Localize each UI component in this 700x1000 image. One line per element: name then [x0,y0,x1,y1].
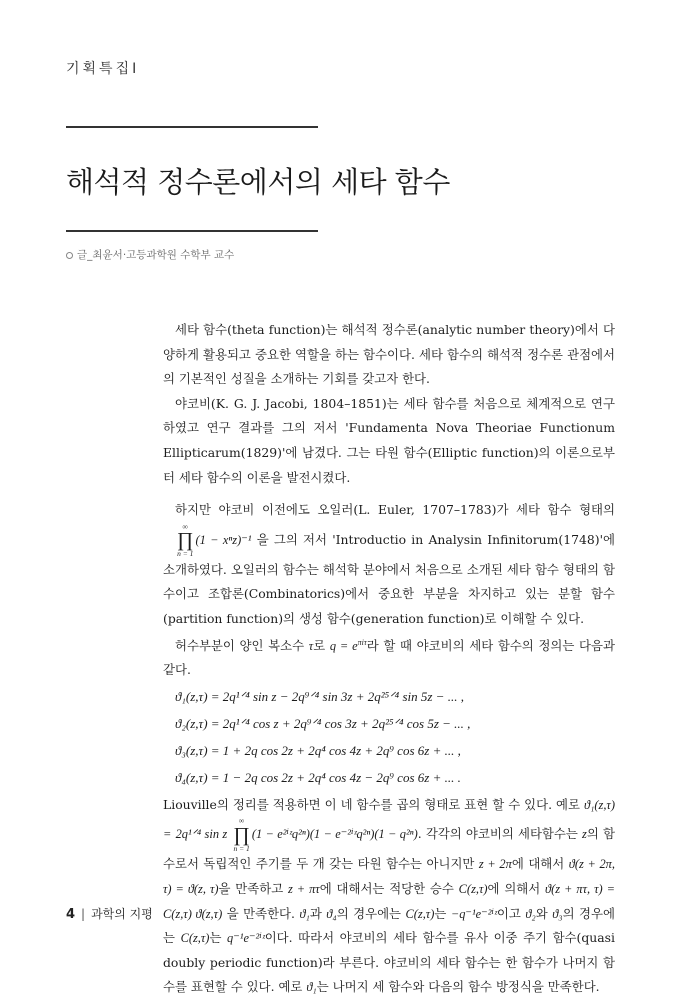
def-text-mid: 로 [313,637,326,653]
bullet-circle-icon [66,252,73,259]
q-def-exp: πiτ [357,637,367,647]
q-definition [330,639,367,653]
byline [66,247,234,262]
theta1-product [233,817,249,852]
section-label: 기획특집Ⅰ [66,61,140,77]
theta1-product-pre: 2q¹ᐟ⁴ sin z [175,827,228,842]
theta1-prod-symbol: ∏ [233,823,250,846]
def-text-end: 라 할 때 야코비의 세타 함수의 정의는 다음과 같다. [163,637,615,678]
theta1-symbol: ϑ₁ [299,906,310,921]
liouville-e: 을 만족하고 [218,880,284,896]
theta1-prod-lower: n = 1 [233,843,250,853]
liouville-l: 이고 [496,905,521,921]
liouville-i: 과 [309,905,322,921]
paragraph-euler [163,498,615,631]
theta3-symbol: ϑ₃ [552,906,563,921]
publication-name: 과학의 지평 [91,907,153,921]
liouville-d: 에 대해서 [511,856,565,872]
theta1-product-body: (1 − e²ⁱᶻq²ⁿ)(1 − e⁻²ⁱᶻq²ⁿ)(1 − q²ⁿ) [251,827,418,842]
multiplier: C(z,τ) [458,881,488,896]
euler-product-body: (1 − xⁿz)⁻¹ [195,532,252,547]
liouville-n: 의 경우에는 [163,905,615,946]
theta1-lhs: ϑ₁(z,τ) = [163,797,615,842]
euler-text-start: 하지만 야코비 이전에도 오일러(L. Euler, 1707–1783)가 세타 함수 형태의 [175,502,615,518]
prod-upper: ∞ [182,521,188,531]
page-title: 해석적 정수론에서의 세타 함수 [66,165,450,199]
liouville-m: 와 [535,905,548,921]
liouville-j: 의 경우에는 [336,905,402,921]
liouville-c: 의 함수로서 독립적인 주기를 두 개 갖는 타원 함수는 아니지만 [163,826,615,872]
liouville-b: . 각각의 야코비의 세타함수는 [417,826,578,842]
prod-lower: n = 1 [177,549,194,559]
liouville-f: 에 대해서는 적당한 승수 [319,880,454,896]
liouville-p: 이다. 따라서 야코비의 세타 함수를 유사 이중 주기 함수(quasi doubly periodic function)라 부른다. 야코비의 세타 함수는 한 함수가 나머지 함수를 표현할 수 있다. 예로 [163,930,615,995]
theta2-formula: ϑ₂(z,τ) = 2q¹ᐟ⁴ cos z + 2q⁹ᐟ⁴ cos 3z + 2q²⁵ᐟ⁴ cos 5z − ... , [175,715,471,731]
liouville-a: Liouville의 정리를 적용하면 이 네 함수를 곱의 형태로 표현 할 수 있다. 예로 [163,796,580,812]
q-def-base: q = e [329,638,358,653]
multiplier-b: C(z,τ) [180,931,210,946]
theta4-symbol: ϑ₄ [326,906,337,921]
liouville-k: 는 [434,905,447,921]
z-tau: z + πτ [287,881,320,896]
z-shift: z + 2π [478,857,512,872]
paragraph-jacobi: 야코비(K. G. J. Jacobi, 1804–1851)는 세타 함수를 처음으로 체계적으로 연구하였고 연구 결과를 그의 저서 'Fundamenta Nova Theoriae Functionum Ellipticarum(1829)'에 남겼다. 그는 타원 함수(Elliptic function)의 이론으로부터 세타 함수의 이론을 발전시켰다. [163,395,615,485]
paragraph-intro: 세타 함수(theta function)는 해석적 정수론(analytic number theory)에서 다양하게 활용되고 중요한 역할을 하는 함수이다. 세타 함수의 해석적 정수론 관점에서의 기본적인 성질을 소개하는 기회를 갖고자 한다. [163,322,615,387]
theta1-formula: ϑ₁(z,τ) = 2q¹ᐟ⁴ sin z − 2q⁹ᐟ⁴ sin 3z + 2q²⁵ᐟ⁴ sin 5z − ... , [175,688,464,704]
theta1-prod-upper: ∞ [238,816,245,826]
byline-text: 글_최윤서·고등과학원 수학부 교수 [77,249,235,261]
prod-symbol: ∏ [177,529,194,552]
liouville-h: 을 만족한다. [226,905,295,921]
multiplier-a: C(z,τ) [405,906,435,921]
value-a: −q⁻¹e⁻²ⁱᶻ [450,906,497,921]
paragraph-definition [163,634,615,683]
euler-text-end: 을 그의 저서 'Introductio in Analysin Infinitorum(1748)'에 소개하였다. 오일러의 함수는 해석학 분야에서 처음으로 소개된 세타 함수 형태의 함수이고 조합론(Combinatorics)에서 중요한 부분을 차지하고 있는 분할 함수(partition function)의 생성 함수(generation function)로 이해할 수 있다. [163,531,615,626]
liouville-g: 에 의해서 [487,880,541,896]
title-rule-bottom [66,230,318,232]
quasi-equation: ϑ(z + πτ, τ) = C(z,τ) ϑ(z,τ) [163,881,615,921]
def-text-start: 허수부분이 양인 복소수 [175,637,305,653]
theta4-formula: ϑ₄(z,τ) = 1 − 2q cos 2z + 2q⁴ cos 4z − 2q⁹ cos 6z + ... . [175,769,461,785]
liouville-o: 는 [209,930,222,946]
paragraph-liouville [163,793,615,1000]
value-b: q⁻¹e⁻²ⁱᶻ [227,931,265,946]
period-equation: ϑ(z + 2π, τ) = ϑ(z, τ) [163,857,615,896]
tau-symbol: τ [308,638,314,653]
var-z: z [582,827,587,842]
footer-separator: | [81,907,86,921]
theta2-symbol: ϑ₂ [525,906,536,921]
page-number: 4 [66,907,76,922]
page-footer [66,905,153,922]
euler-product [165,523,193,558]
title-rule-top [66,126,318,128]
theta3-formula: ϑ₃(z,τ) = 1 + 2q cos 2z + 2q⁴ cos 4z + 2q⁹ cos 6z + ... , [175,742,461,758]
theta1-symbol-b: ϑ₁ [306,980,317,995]
article-body [163,318,615,1000]
liouville-q: 는 나머지 세 함수와 다음의 함수 방정식을 만족한다. [316,979,600,995]
